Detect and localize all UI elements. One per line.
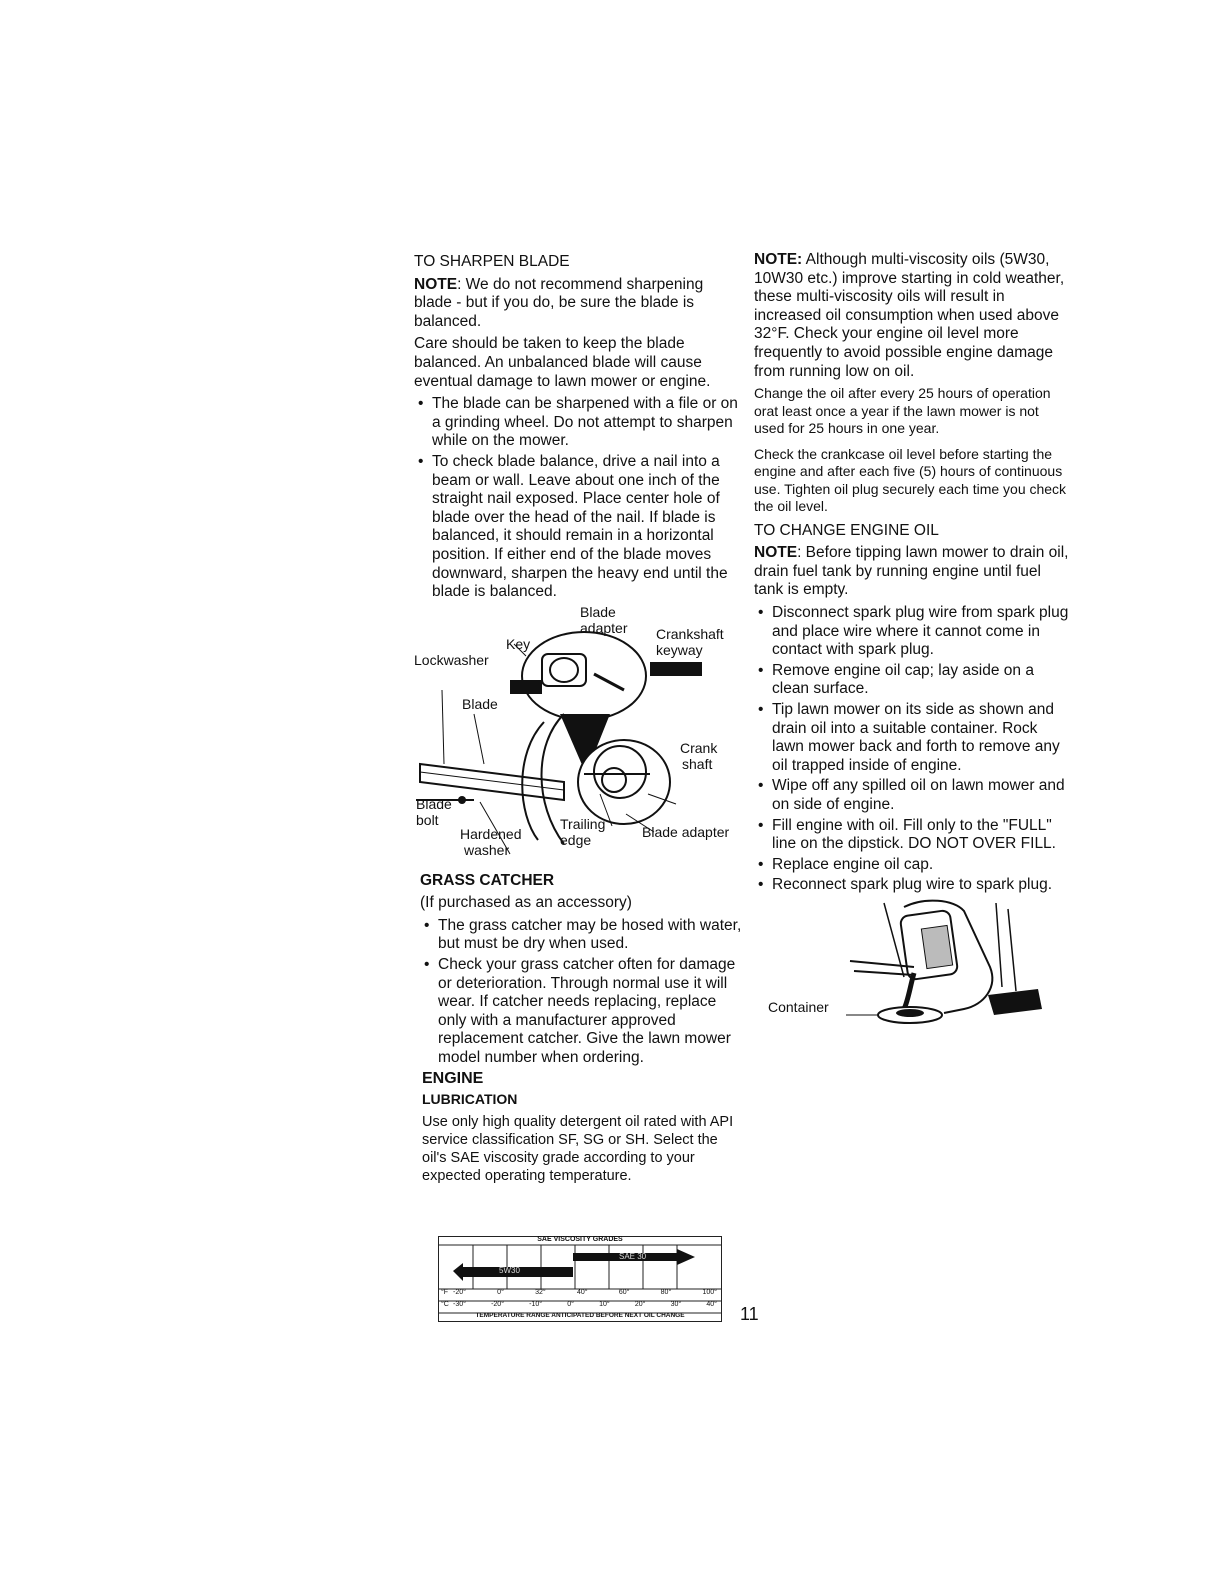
- sharpen-bullets: [414, 395, 744, 602]
- note-text: : Before tipping lawn mower to drain oil, drain fuel tank by running engine until fuel tank is empty.: [754, 544, 1069, 599]
- hardened-washer-label-1: Hardened: [460, 825, 522, 842]
- tick-label: -20°: [491, 1301, 504, 1308]
- tick-label: 10°: [599, 1301, 610, 1308]
- list-item: • The blade can be sharpened with a file or on a grinding wheel. Do not attempt to sharpen while on the mower.: [414, 395, 744, 451]
- change-oil-bullets: [754, 604, 1072, 895]
- list-item: • Tip lawn mower on its side as shown and drain oil into a suitable container. Rock lawn mower back and forth to remove any oil trapped inside of engine.: [754, 701, 1072, 775]
- trailing-edge-label-2: edge: [560, 831, 592, 848]
- celsius-label: °C: [441, 1301, 449, 1308]
- oil-drain-figure: [754, 897, 1054, 1027]
- list-item: • Remove engine oil cap; lay aside on a clean surface.: [754, 662, 1072, 699]
- sae-viscosity-table: [438, 1236, 722, 1322]
- tick-label: -10°: [529, 1301, 543, 1308]
- check-oil-paragraph: Check the crankcase oil level before starting the engine and after each five (5) hours of continuous use. Tighten oil plug securely each time you check the oil level.: [754, 445, 1067, 515]
- tick-label: -20°: [453, 1289, 466, 1296]
- hardened-washer-label-2: washer: [464, 841, 510, 858]
- grass-catcher-bullets: [420, 917, 744, 1068]
- engine-heading: ENGINE: [422, 1069, 484, 1087]
- lockwasher-label: Lockwasher: [414, 651, 489, 668]
- note-text: Although multi-viscosity oils (5W30, 10W30 etc.) improve starting in cold weather, these multi-viscosity oils will result in increased oil consumption when used above 32°F. Check your engine oil level more frequently to avoid possible engine damage from running low on oil.: [754, 251, 1065, 380]
- change-oil-note: [754, 544, 1072, 600]
- viscosity-chart-graphic: [439, 1237, 721, 1321]
- change-engine-oil-heading: TO CHANGE ENGINE OIL: [754, 521, 939, 539]
- tick-label: 32°: [535, 1289, 546, 1296]
- note-label: NOTE:: [754, 251, 803, 268]
- blade-adapter-label-2: adapter: [580, 619, 628, 636]
- blade-assembly-figure: [414, 604, 744, 866]
- crankshaft-label-1: Crank: [680, 739, 718, 756]
- list-item: • To check blade balance, drive a nail into a beam or wall. Leave about one inch of the straight nail exposed. Place center hole of blade over the head of the nail. If blade is balanced, it should remain in a horizontal position. If either end of the blade moves downward, sharpen the heavy end until the blade is balanced.: [414, 453, 744, 602]
- crankshaft-label-2: shaft: [682, 755, 713, 772]
- celsius-ticks: [453, 1301, 717, 1308]
- grass-catcher-heading: GRASS CATCHER: [420, 871, 555, 889]
- tick-label: 30°: [670, 1301, 682, 1308]
- sharpen-note: [414, 276, 744, 332]
- blade-bolt-label-1: Blade: [416, 795, 452, 812]
- lubrication-paragraph: Use only high quality detergent oil rated with API service classification SF, SG or SH. Select the oil's SAE viscosity grade according to your expected operating temperature.: [422, 1113, 734, 1184]
- container-label: Container: [768, 998, 829, 1015]
- list-item: • Fill engine with oil. Fill only to the "FULL" line on the dipstick. DO NOT OVER FILL.: [754, 817, 1072, 854]
- tick-label: 80°: [660, 1289, 672, 1296]
- tick-label: 40°: [706, 1301, 717, 1308]
- tick-label: 100°: [702, 1289, 717, 1296]
- tick-label: -30°: [453, 1301, 466, 1308]
- list-item: • Replace engine oil cap.: [754, 856, 1072, 875]
- left-column: [414, 253, 744, 1189]
- sharpen-blade-heading: TO SHARPEN BLADE: [414, 253, 570, 270]
- grade-sae30: SAE 30: [619, 1252, 647, 1261]
- tick-label: 60°: [618, 1289, 630, 1296]
- grass-catcher-subheading: (If purchased as an accessory): [420, 894, 632, 912]
- list-item: • The grass catcher may be hosed with water, but must be dry when used.: [420, 917, 744, 954]
- tick-label: 0°: [567, 1301, 574, 1308]
- crankshaft-keyway-label-1: Crankshaft: [656, 625, 724, 642]
- note-text: : We do not recommend sharpening blade - but if you do, be sure the blade is balanced.: [414, 275, 704, 330]
- blade-label: Blade: [462, 695, 498, 712]
- multi-viscosity-note: [754, 251, 1072, 381]
- list-item: • Wipe off any spilled oil on lawn mower and on side of engine.: [754, 777, 1072, 814]
- viscosity-title: SAE VISCOSITY GRADES: [537, 1236, 623, 1243]
- tick-label: 40°: [576, 1289, 588, 1296]
- blade-adapter-label-1: Blade: [580, 603, 616, 620]
- page-number: 11: [740, 1304, 759, 1324]
- fahrenheit-ticks: [453, 1289, 717, 1296]
- crankshaft-keyway-label-2: keyway: [656, 641, 703, 658]
- note-label: NOTE: [754, 544, 798, 562]
- list-item: • Check your grass catcher often for damage or deterioration. Through normal use it will wear. If catcher needs replacing, replace only with a manufacturer approved replacement catcher. Give the lawn mower model number when ordering.: [420, 956, 744, 1068]
- change-oil-paragraph: Change the oil after every 25 hours of operation orat least once a year if the lawn mower is not used for 25 hours in one year.: [754, 385, 1051, 437]
- tick-label: 20°: [634, 1301, 646, 1308]
- note-label: NOTE: [414, 275, 458, 293]
- tick-label: 0°: [497, 1289, 504, 1296]
- lubrication-heading: LUBRICATION: [422, 1091, 518, 1108]
- grade-5w30: 5W30: [499, 1266, 520, 1275]
- fahrenheit-label: °F: [441, 1289, 449, 1296]
- blade-bolt-label-2: bolt: [416, 811, 439, 828]
- trailing-edge-label-1: Trailing: [560, 815, 606, 832]
- list-item: • Disconnect spark plug wire from spark plug and place wire where it cannot come in contact with spark plug.: [754, 604, 1072, 660]
- key-label: Key: [506, 635, 531, 652]
- right-column: [754, 251, 1072, 1027]
- sharpen-paragraph: Care should be taken to keep the blade balanced. An unbalanced blade will cause eventual damage to lawn mower or engine.: [414, 335, 711, 390]
- list-item: • Reconnect spark plug wire to spark plug.: [754, 876, 1072, 895]
- viscosity-footer: TEMPERATURE RANGE ANTICIPATED BEFORE NEXT OIL CHANGE: [475, 1312, 685, 1319]
- blade-adapter-bottom-label: Blade adapter: [642, 823, 730, 840]
